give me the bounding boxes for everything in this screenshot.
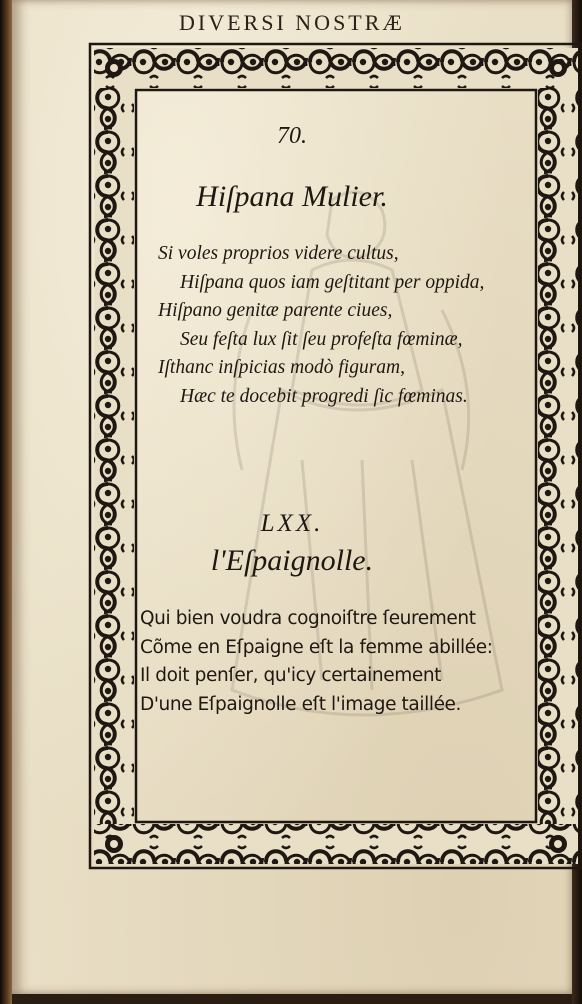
latin-verse-line: Si voles proprios videre cultus,	[158, 243, 399, 264]
french-verse-line: Il doit penſer, qu'icy certainement	[140, 665, 441, 686]
running-head: DIVERSI NOSTRÆ	[179, 10, 405, 35]
arabesque-border-pattern	[88, 42, 582, 870]
french-verse-block	[140, 605, 560, 719]
page-edge-bottom	[12, 994, 572, 1004]
book-spine-shadow	[0, 0, 12, 1004]
latin-verse-line: Hiſpana quos iam geſtitant per oppida,	[180, 271, 485, 293]
folio-number: 70.	[277, 123, 307, 149]
french-verse-line: D'une Eſpaignolle eſt l'image taillée.	[140, 693, 462, 715]
french-verse-line: Qui bien voudra cognoiſtre ſeurement	[140, 608, 476, 629]
latin-verse-line: Hiſpano genitæ parente ciues,	[158, 300, 393, 321]
latin-verse-line: Seu feſta lux ſit ſeu profeſta fœminæ,	[180, 328, 463, 350]
latin-verse-line: Iſthanc inſpicias modò figuram,	[158, 357, 405, 378]
book-page	[12, 0, 572, 994]
french-verse-line: Cõme en Eſpaigne eſt la femme abillée:	[140, 636, 493, 658]
latin-heading: Hiſpana Mulier.	[196, 180, 388, 213]
plate-number: LXX.	[260, 510, 324, 537]
french-heading: l'Eſpaignolle.	[210, 544, 374, 577]
ornamental-border	[88, 42, 582, 870]
latin-verse-block	[158, 240, 558, 411]
latin-verse-line: Hæc te docebit progredi ſic fœminas.	[180, 385, 468, 407]
